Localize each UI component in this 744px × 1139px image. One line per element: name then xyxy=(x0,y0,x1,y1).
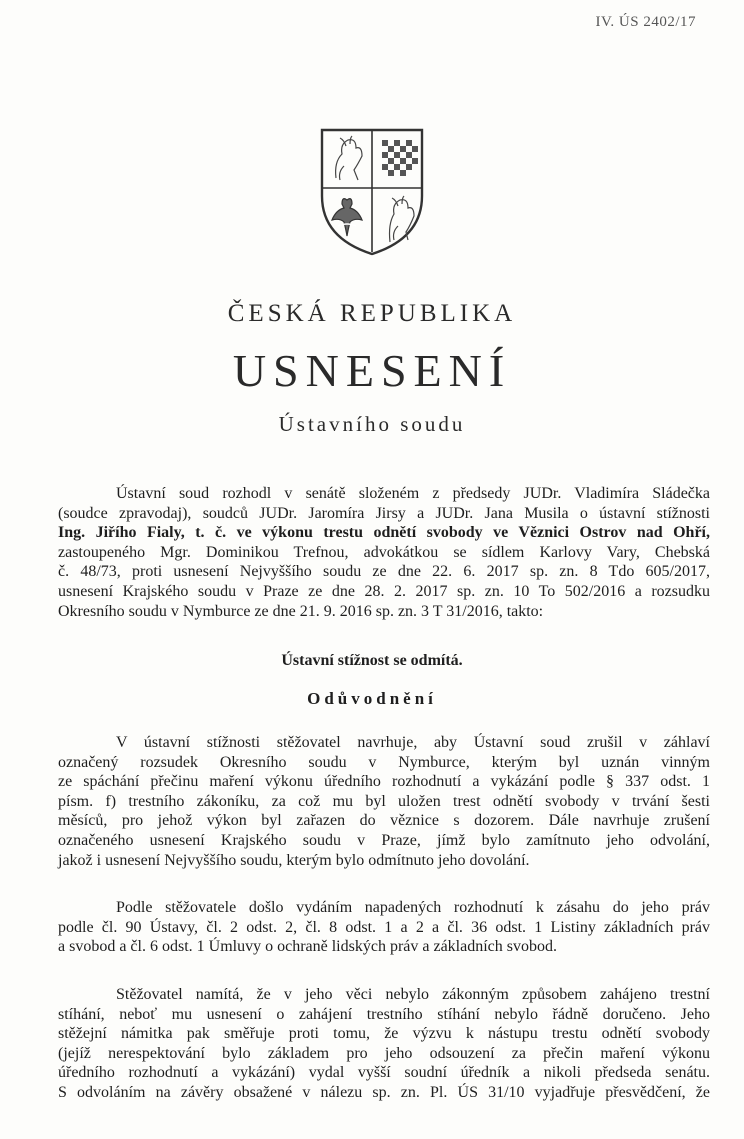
intro-line: Ing. Jiřího Fialy, t. č. ve výkonu trestu odnětí svobody ve Věznici Ostrov nad Ohří, xyxy=(58,524,710,542)
paragraph-line: Stěžovatel namítá, že v jeho věci nebylo zákonným způsobem zahájeno trestní xyxy=(116,986,710,1003)
file-number: IV. ÚS 2402/17 xyxy=(595,14,696,30)
reasoning-paragraph-2 xyxy=(58,898,710,957)
paragraph-line: stěžejní námitka pak směřuje proti tomu, že výzvu k nástupu trestu odnětí svobody xyxy=(58,1025,710,1043)
reasoning-heading: Odůvodnění xyxy=(307,689,437,708)
reasoning-paragraph-1 xyxy=(58,733,710,870)
paragraph-line: (jejíž nerespektování bylo základem pro jeho odsouzení za přečin maření výkonu xyxy=(58,1044,710,1062)
paragraph-line: V ústavní stížnosti stěžovatel navrhuje, aby Ústavní soud zrušil v záhlaví xyxy=(116,734,710,751)
paragraph-line: měsíců, pro jehož výkon byl zařazen do věznice s dozorem. Dále navrhuje zrušení xyxy=(58,812,710,830)
paragraph-line: S odvoláním na závěry obsažené v nálezu sp. zn. Pl. ÚS 31/10 vyjadřuje přesvědčení, že xyxy=(58,1083,710,1101)
paragraph-line: stíhání, neboť mu usnesení o zahájení trestního stíhání nebylo řádně doručeno. Jeho xyxy=(58,1005,710,1023)
paragraph-line: označený rozsudek Okresního soudu v Nymburce, kterým byl uznán vinným xyxy=(58,753,710,771)
paragraph-line: jakož i usnesení Nejvyššího soudu, kterým bylo odmítnuto jeho dovolání. xyxy=(58,851,530,869)
intro-line: č. 48/73, proti usnesení Nejvyššího soudu ze dne 22. 6. 2017 sp. zn. 8 Tdo 605/2017, xyxy=(58,563,710,581)
paragraph-line: označeného usnesení Krajského soudu v Praze, jímž bylo zamítnuto jeho odvolání, xyxy=(58,831,710,849)
intro-line: usnesení Krajského soudu v Praze ze dne 28. 2. 2017 sp. zn. 10 To 502/2016 a rozsudku xyxy=(58,582,710,600)
verdict: Ústavní stížnost se odmítá. xyxy=(281,652,463,669)
state-coat-of-arms-emblem xyxy=(318,126,426,258)
paragraph-line: ze spáchání přečinu maření výkonu úředního rozhodnutí a vykázání podle § 337 odst. 1 xyxy=(58,773,710,791)
document-title: USNESENÍ xyxy=(232,345,512,396)
paragraph-line: a svobod a čl. 6 odst. 1 Úmluvy o ochraně lidských práv a základních svobod. xyxy=(58,938,557,956)
intro-line: zastoupeného Mgr. Dominikou Trefnou, advokátkou se sídlem Karlovy Vary, Chebská xyxy=(58,543,710,561)
intro-paragraph xyxy=(58,484,710,621)
paragraph-line: Podle stěžovatele došlo vydáním napadených rozhodnutí k zásahu do jeho práv xyxy=(116,899,710,916)
intro-line: (soudce zpravodaj), soudců JUDr. Jaromíra Jirsy a JUDr. Jana Musila o ústavní stížnosti xyxy=(58,504,710,522)
intro-line: Ústavní soud rozhodl v senátě složeném z předsedy JUDr. Vladimíra Sládečka xyxy=(116,485,710,502)
paragraph-line: podle čl. 90 Ústavy, čl. 2 odst. 2, čl. 8 odst. 1 a 2 a čl. 36 odst. 1 Listiny základních práv xyxy=(58,918,710,936)
country-name: ČESKÁ REPUBLIKA xyxy=(227,300,517,327)
intro-line: Okresního soudu v Nymburce ze dne 21. 9. 2016 sp. zn. 3 T 31/2016, takto: xyxy=(58,602,544,620)
paragraph-line: písm. f) trestního zákoníku, za což mu byl uložen trest odnětí svobody v trvání šesti xyxy=(58,792,710,810)
reasoning-paragraph-3 xyxy=(58,985,710,1103)
court-name: Ústavního soudu xyxy=(278,412,466,436)
paragraph-line: úředního rozhodnutí a vykázání) vydal vyšší soudní úředník a nikoli předseda senátu. xyxy=(58,1064,710,1082)
